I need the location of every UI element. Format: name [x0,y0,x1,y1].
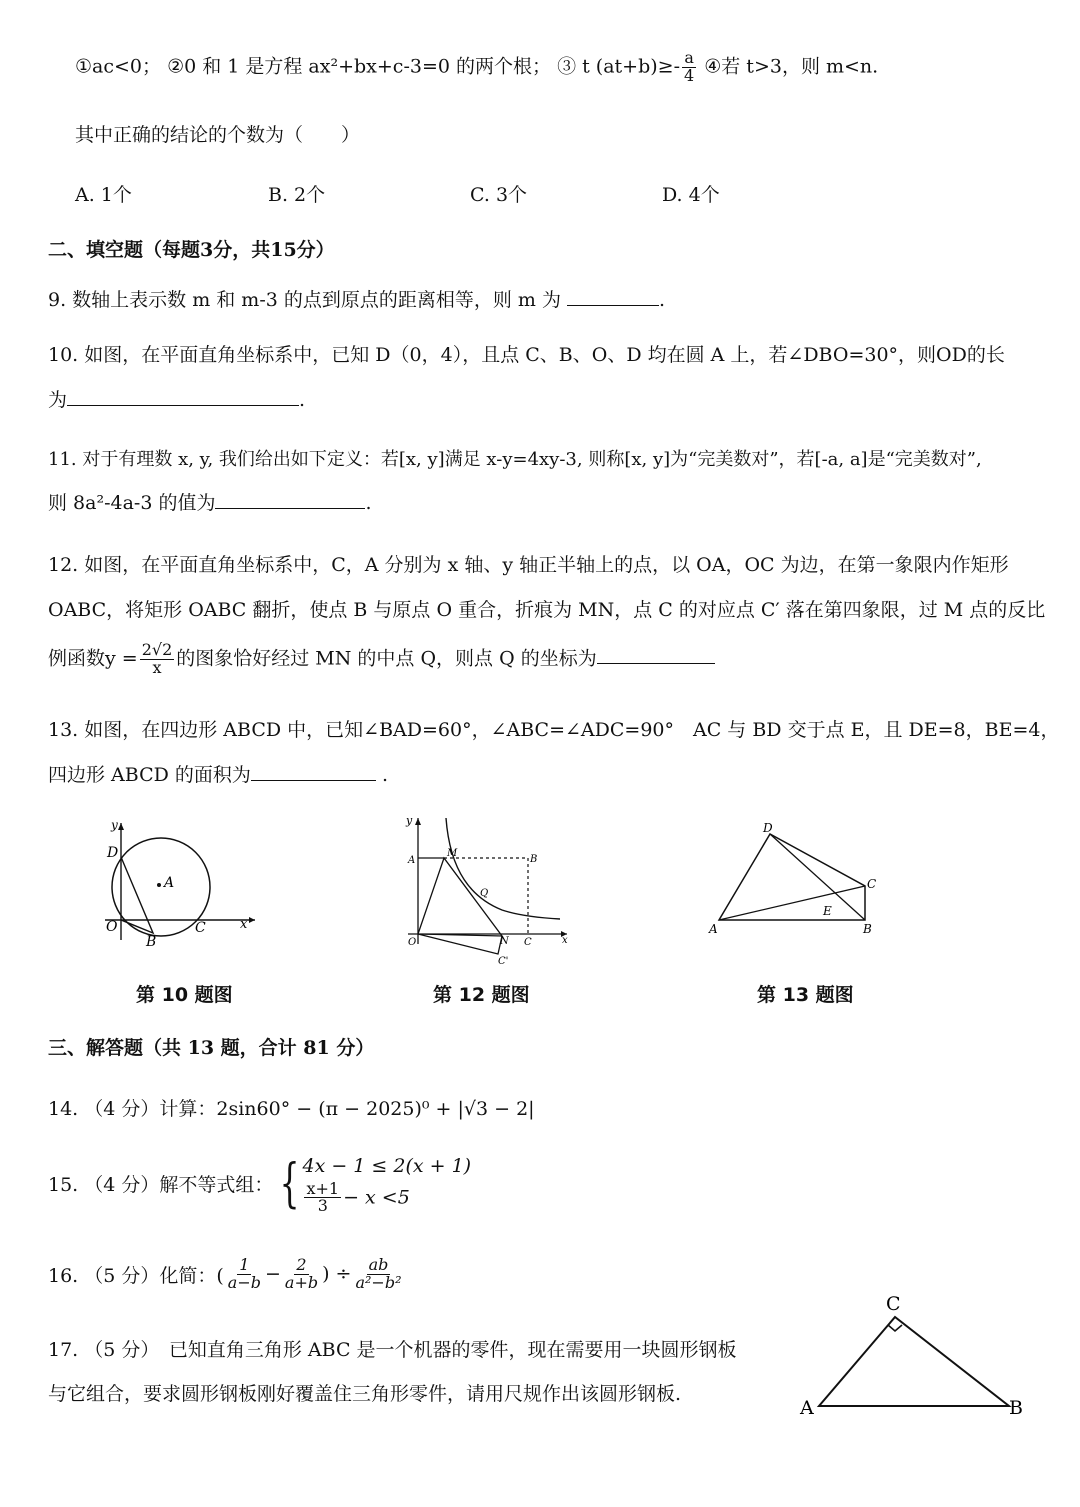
fig10-label-d: D [107,845,119,861]
q17-label-b: B [1009,1397,1023,1419]
q8-option-c: C. 3个 [470,184,528,206]
fig13-label-e: E [823,904,832,918]
q12-function-fraction: $\frac{2√2}{x}$ [141,640,173,677]
q8-option-a: A. 1个 [75,184,132,206]
fig10-center-point [157,883,161,887]
fig12-label-q: Q [480,888,489,899]
q8-option-d: D. 4个 [662,184,720,206]
q17-label-a: A [800,1397,814,1419]
fig12-label-o: O [408,937,417,948]
fig10-x-arrow-icon [249,917,255,923]
fig13-diagonal-ac [719,886,865,920]
fig13-label-a: A [709,922,718,936]
q8-fraction: $\frac{a}{4}$ [684,48,695,85]
q17-line2: 与它组合，要求圆形钢板刚好覆盖住三角形零件，请用尺规作出该圆形钢板. [48,1383,682,1405]
q11-answer-blank[interactable] [215,488,365,509]
fig12-crease [444,858,473,897]
fig12-label-a: A [408,855,416,866]
fig12-fold-triangle [418,858,502,936]
fig12-folded-part [418,934,502,954]
q9-answer-blank[interactable] [567,285,659,306]
fig12-label-y: y [406,814,413,827]
q13-line1: 13. 如图，在四边形 ABCD 中，已知∠BAD=60°，∠ABC=∠ADC=90° AC 与 BD 交于点 E，且 DE=8，BE=4， [48,719,1060,741]
q17-line1: 17. （5 分） 已知直角三角形 ABC 是一个机器的零件，现在需要用一块圆形钢板 [48,1339,737,1361]
fig12-label-c: C [524,937,532,948]
q10-line2: 为 . [48,385,305,412]
q8-option-b: B. 2个 [268,184,326,206]
figure-12 [402,812,577,970]
fig10-y-arrow-icon [118,823,124,830]
fig10-label-o: O [106,919,118,935]
fig13-diagonal-bd [770,834,865,920]
q13-answer-blank[interactable] [251,760,376,781]
q9: 9. 数轴上表示数 m 和 m-3 的点到原点的距离相等，则 m 为 . [48,285,665,312]
fig10-chords [121,857,153,933]
q17-label-c: C [886,1293,901,1315]
fig12-label-x: x [562,935,568,946]
fig12-label-b: B [530,854,538,865]
fig13-label-d: D [763,821,773,835]
q11-line2: 则 8a²-4a-3 的值为 . [48,488,372,515]
q15-brace: { [280,1153,300,1214]
fig12-y-arrow-icon [415,818,421,825]
fig10-label-y: y [111,818,118,832]
q12-line2: OABC，将矩形 OABC 翻折，使点 B 与原点 O 重合，折痕为 MN，点 C 的对应点 C′ 落在第四象限，过 M 点的反比 [48,599,1046,621]
fig13-label-b: B [863,922,872,936]
fig10-caption: 第 10 题图 [136,984,233,1006]
q12-line1: 12. 如图，在平面直角坐标系中，C，A 分别为 x 轴、y 轴正半轴上的点，以 OA，OC 为边，在第一象限内作矩形 [48,554,1009,576]
figure-10 [95,815,265,950]
q17-right-angle-mark [888,1325,902,1331]
fig12-label-n: N [500,936,509,947]
fig12-hyperbola [446,818,560,919]
fig13-label-c: C [867,877,877,891]
q16: 16. （5 分）化简：( $\frac{1}{a-b}$ − $\frac{2}{a+b}$ ) ÷ $\frac{ab}{\text{a²−b²}}$ [48,1255,402,1292]
q10-answer-blank[interactable] [67,385,299,406]
fig10-label-x: x [240,917,248,932]
q8-question: 其中正确的结论的个数为（ ） [75,124,361,146]
fig13-quadrilateral [719,834,865,920]
q12-answer-blank[interactable] [597,643,715,664]
q15: 15. （4 分）解不等式组： { 4x − 1 ≤ 2(x + 1) $\frac{x+1}{3}$ − x <5 [48,1153,472,1216]
q17-triangle-figure [795,1290,1035,1425]
section3-title: 三、解答题（共 13 题，合计 81 分） [48,1037,375,1059]
fig10-label-b: B [146,934,157,950]
fig10-label-a: A [164,875,175,891]
q17-triangle [819,1317,1009,1406]
q15-system: 4x − 1 ≤ 2(x + 1) $\frac{x+1}{3}$ − x <5 [302,1155,472,1216]
fig12-caption: 第 12 题图 [433,984,530,1006]
fig13-caption: 第 13 题图 [757,984,854,1006]
fig10-label-c: C [195,920,206,936]
q8-statements: ①ac<0； ②0 和 1 是方程 ax²+bx+c-3=0 的两个根； ③ t (at+b)≥- $\frac{a}{4}$ ④若 t>3，则 m<n. [75,48,879,85]
q10-line1: 10. 如图，在平面直角坐标系中，已知 D（0，4），且点 C、B、O、D 均在圆 A 上，若∠DBO=30°，则OD的长 [48,344,1005,366]
fig12-label-m: M [447,848,458,859]
figure-13 [703,818,888,943]
q13-line2: 四边形 ABCD 的面积为 . [48,760,388,787]
q11-line1: 11. 对于有理数 x, y, 我们给出如下定义：若[x, y]满足 x-y=4xy-3, 则称[x, y]为“完美数对”，若[-a, a]是“完美数对”, [48,449,982,470]
fig12-label-c-prime: C' [498,956,509,967]
q12-line3: 例函数y = $\frac{2√2}{x}$ 的图象恰好经过 MN 的中点 Q，则点 Q 的坐标为 [48,642,715,677]
q14: 14. （4 分）计算：2sin60° − (π − 2025)⁰ + |√3 − 2| [48,1098,535,1120]
section2-title: 二、填空题（每题3分，共15分） [48,239,335,261]
